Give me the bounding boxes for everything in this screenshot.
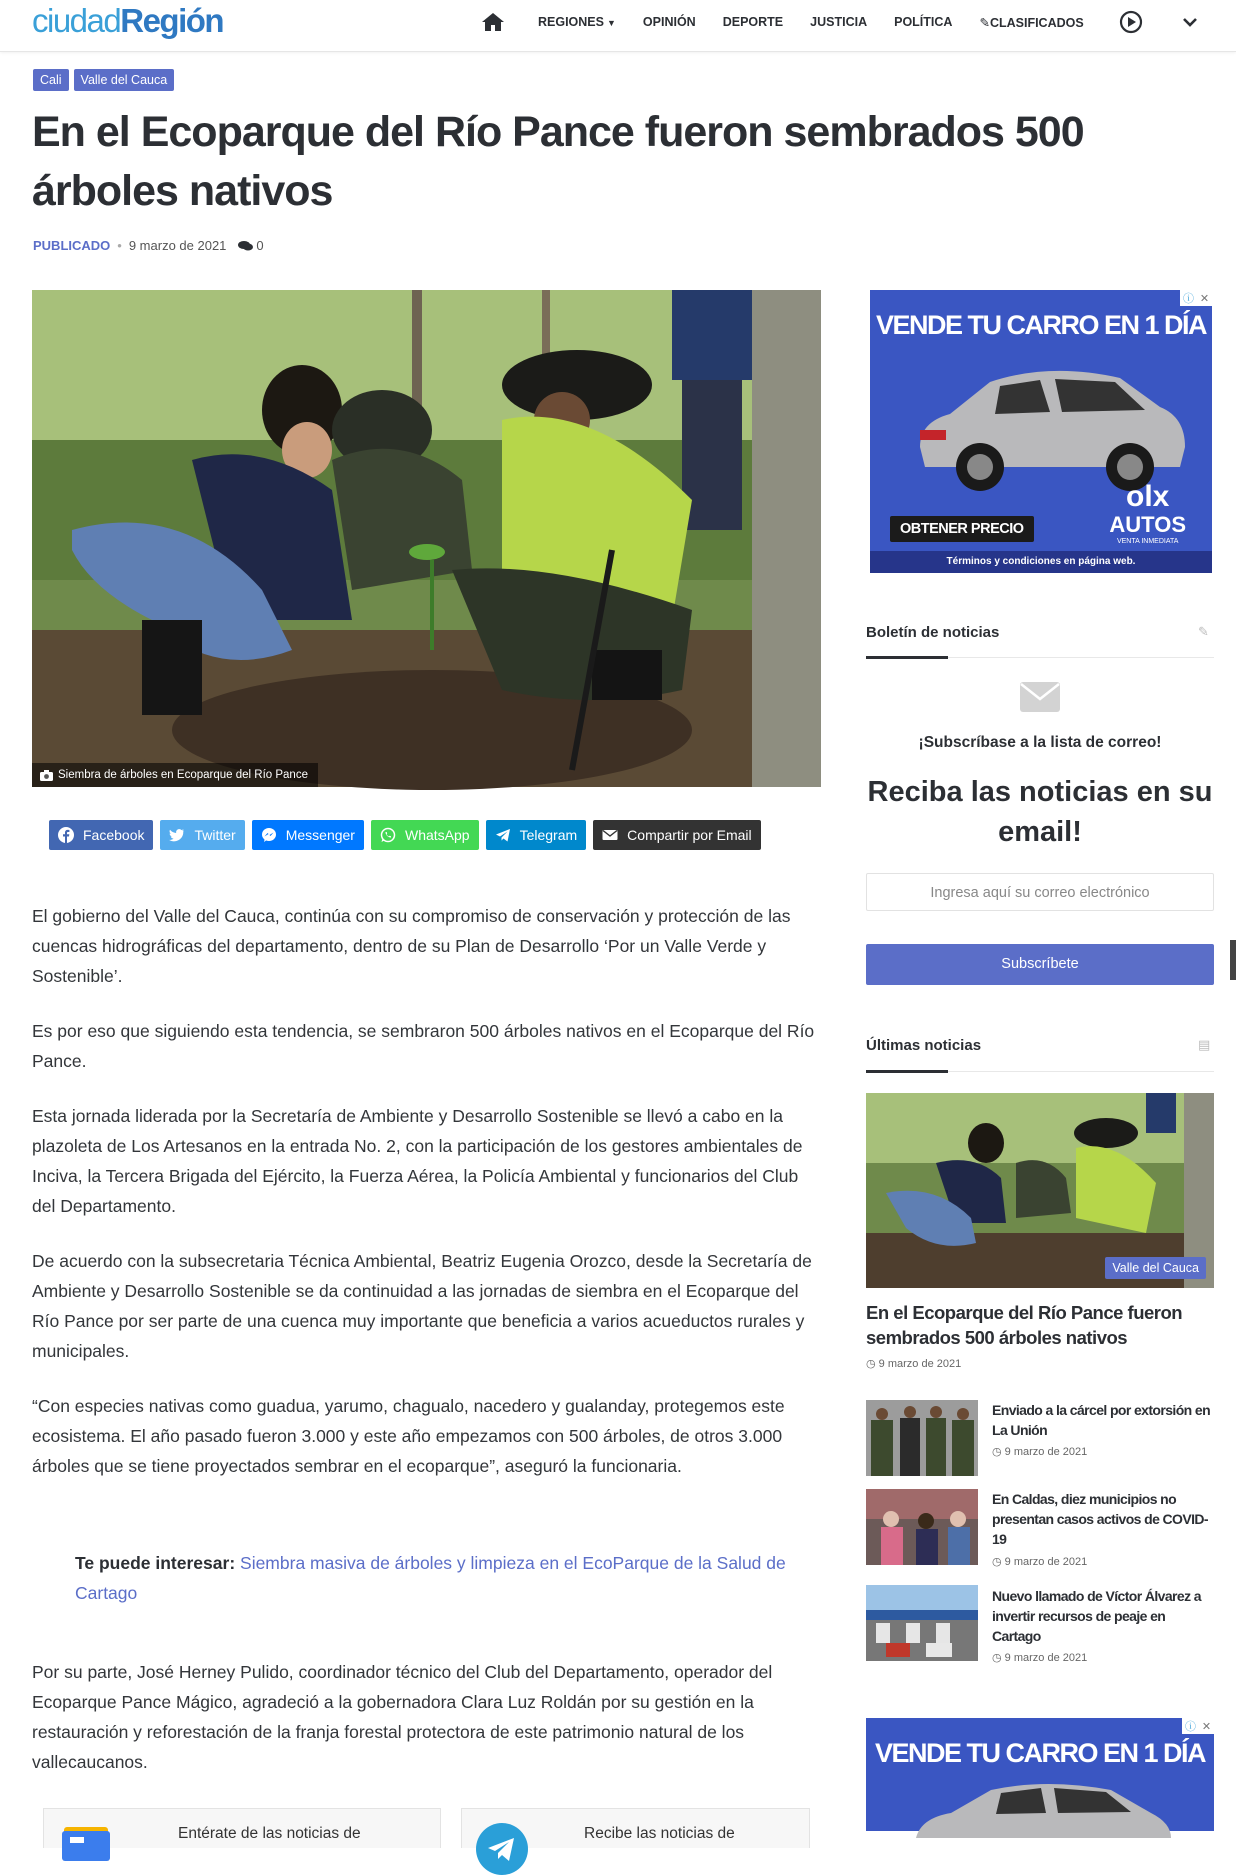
newsletter-subtitle: ¡Subscríbase a la lista de correo! bbox=[918, 734, 1162, 751]
sidebar-ad[interactable]: ⓘ ✕ VENDE TU CARRO EN 1 DÍA OBTENER PRECIO olx AUTOS VENTA INMEDIATA Términos y condiciones en página web. bbox=[870, 290, 1212, 573]
news-item-title[interactable]: En Caldas, diez municipios no presentan casos activos de COVID-19 bbox=[992, 1491, 1208, 1547]
article-paragraph: De acuerdo con la subsecretaria Técnica Ambiental, Beatriz Eugenia Orozco, desde la Secretaría de Ambiente y Desarrollo Sostenible se da continuidad a las jornadas de siembra en el Ecoparque del Río Pance por ser parte de una cuenca muy importante que beneficia a varios acueductos rurales y municipales. bbox=[32, 1251, 812, 1361]
caret-down-icon: ▼ bbox=[607, 18, 616, 28]
news-thumbnail[interactable] bbox=[866, 1489, 978, 1565]
category-badge[interactable]: Valle del Cauca bbox=[1105, 1257, 1206, 1279]
newsletter-email-input[interactable]: Ingresa aquí su correo electrónico bbox=[866, 873, 1214, 911]
site-header bbox=[0, 0, 1236, 52]
related-article bbox=[75, 1548, 795, 1608]
newsletter-headline: Reciba las noticias en su email! bbox=[867, 776, 1213, 848]
featured-news-title[interactable]: En el Ecoparque del Río Pance fueron sembrados 500 árboles nativos bbox=[866, 1302, 1183, 1348]
category-tag-valle[interactable]: Valle del Cauca bbox=[74, 69, 175, 91]
article-paragraph: Por su parte, José Herney Pulido, coordinador técnico del Club del Departamento, operador del Ecoparque Pance Mágico, agradeció a la gobernadora Clara Luz Roldán por su gestión en la restauración y reforestación de la franja forestal protectora de este patrimonio natural de los vallecaucanos. bbox=[32, 1662, 773, 1772]
car-image bbox=[900, 352, 1190, 492]
telegram-icon bbox=[495, 827, 511, 843]
camera-icon bbox=[40, 770, 53, 781]
published-label: PUBLICADO bbox=[33, 238, 111, 253]
article-image bbox=[32, 290, 821, 787]
article-meta: PUBLICADO • 9 marzo de 2021 0 bbox=[33, 238, 264, 253]
document-icon: ▤ bbox=[1198, 1037, 1211, 1052]
clock-icon: ◷ bbox=[992, 1652, 1005, 1664]
newsletter-widget-title: Boletín de noticias bbox=[866, 624, 1000, 641]
share-twitter-button[interactable]: Twitter bbox=[160, 820, 244, 850]
pin-icon: ✎ bbox=[979, 15, 990, 30]
share-whatsapp-button[interactable]: WhatsApp bbox=[371, 820, 479, 850]
news-item-date: ◷ 9 marzo de 2021 bbox=[992, 1446, 1088, 1458]
nav-item-opinion[interactable]: OPINIÓN bbox=[642, 15, 696, 29]
nav-item-clasificados[interactable]: ✎CLASIFICADOS bbox=[979, 15, 1084, 30]
news-thumbnail[interactable] bbox=[866, 1585, 978, 1661]
news-item-date: ◷ 9 marzo de 2021 bbox=[992, 1652, 1088, 1664]
latest-widget-title: Últimas noticias bbox=[866, 1037, 982, 1054]
adchoices-icon[interactable]: ⓘ ✕ bbox=[1180, 290, 1212, 306]
main-nav bbox=[478, 0, 1200, 44]
adchoices-icon[interactable]: ⓘ ✕ bbox=[1182, 1718, 1214, 1734]
sidebar-ad[interactable]: ⓘ ✕ VENDE TU CARRO EN 1 DÍA bbox=[866, 1718, 1214, 1831]
related-link[interactable]: Siembra masiva de árboles y limpieza en el EcoParque de la Salud de Cartago bbox=[75, 1553, 786, 1603]
featured-news-image[interactable] bbox=[866, 1093, 1214, 1288]
article-paragraph: El gobierno del Valle del Cauca, continúa con su compromiso de conservación y protección de las cuencas hidrográficas del departamento, dentro de su Plan de Desarrollo ‘Por un Valle Verde y Sostenible’. bbox=[32, 906, 791, 986]
image-caption: Siembra de árboles en Ecoparque del Río Pance bbox=[32, 763, 318, 787]
nav-item-justicia[interactable]: JUSTICIA bbox=[810, 15, 868, 29]
messenger-icon bbox=[261, 827, 277, 843]
telegram-icon bbox=[476, 1823, 528, 1875]
chevron-down-icon[interactable] bbox=[1180, 12, 1200, 32]
share-email-button[interactable]: Compartir por Email bbox=[593, 820, 760, 850]
news-item-date: ◷ 9 marzo de 2021 bbox=[992, 1556, 1088, 1568]
whatsapp-icon bbox=[380, 827, 396, 843]
car-image bbox=[906, 1778, 1176, 1838]
category-tags bbox=[33, 69, 174, 91]
comments-icon bbox=[238, 240, 253, 252]
email-icon bbox=[602, 827, 618, 843]
news-item-title[interactable]: Enviado a la cárcel por extorsión en La Unión bbox=[992, 1402, 1211, 1438]
pin-icon: ✎ bbox=[1198, 624, 1209, 639]
ad-cta-button[interactable]: OBTENER PRECIO bbox=[890, 516, 1034, 542]
share-telegram-button[interactable]: Telegram bbox=[486, 820, 587, 850]
clock-icon: ◷ bbox=[866, 1358, 879, 1370]
promo-telegram[interactable]: Recibe las noticias de bbox=[461, 1808, 810, 1848]
share-buttons bbox=[49, 820, 761, 850]
share-facebook-button[interactable]: Facebook bbox=[49, 820, 153, 850]
envelope-icon bbox=[1019, 681, 1061, 713]
facebook-icon bbox=[58, 827, 74, 843]
article-paragraph: “Con especies nativas como guadua, yarumo, chagualo, nacedero y gualanday, protegemos este ecosistema. El año pasado fueron 3.000 y este año empezamos con 500 árboles, de otros 3.000 árboles que se tiene proyectados sembrar en el ecoparque”, aseguró la funcionaria. bbox=[32, 1396, 785, 1476]
clock-icon: ◷ bbox=[992, 1446, 1005, 1458]
article-paragraph: Es por eso que siguiendo esta tendencia, se sembraron 500 árboles nativos en el Ecoparque del Río Pance. bbox=[32, 1021, 815, 1071]
article-date: 9 marzo de 2021 bbox=[128, 238, 227, 253]
promo-google-news[interactable]: Entérate de las noticias de bbox=[43, 1808, 441, 1848]
article-title: En el Ecoparque del Río Pance fueron sembrados 500 árboles nativos bbox=[32, 108, 1084, 215]
home-icon[interactable] bbox=[478, 7, 508, 37]
play-icon[interactable] bbox=[1118, 9, 1144, 35]
article-body bbox=[32, 901, 822, 1506]
news-item-title[interactable]: Nuevo llamado de Víctor Álvarez a invertir recursos de peaje en Cartago bbox=[992, 1588, 1201, 1644]
featured-news-date: ◷ 9 marzo de 2021 bbox=[866, 1358, 962, 1370]
site-logo[interactable]: ciudadRegión bbox=[32, 2, 224, 39]
olx-autos-logo: olx AUTOS VENTA INMEDIATA bbox=[1109, 480, 1186, 545]
nav-item-deporte[interactable]: DEPORTE bbox=[722, 15, 784, 29]
google-news-icon bbox=[60, 1823, 112, 1853]
category-tag-cali[interactable]: Cali bbox=[33, 69, 69, 91]
article-paragraph: Esta jornada liderada por la Secretaría de Ambiente y Desarrollo Sostenible se llevó a cabo en la plazoleta de Los Artesanos en la entrada No. 2, con la participación de los gestores ambientales de Inciva, la Tercera Brigada del Ejército, la Fuerza Aérea, la Policía Ambiental y funcionarios del Club del Departamento. bbox=[32, 1106, 803, 1216]
twitter-icon bbox=[169, 827, 185, 843]
share-messenger-button[interactable]: Messenger bbox=[252, 820, 364, 850]
nav-item-politica[interactable]: POLÍTICA bbox=[894, 15, 953, 29]
news-thumbnail[interactable] bbox=[866, 1400, 978, 1476]
tree-planting-photo bbox=[32, 290, 821, 787]
clock-icon: ◷ bbox=[992, 1556, 1005, 1568]
related-label: Te puede interesar: bbox=[75, 1553, 236, 1573]
comments-count[interactable]: 0 bbox=[238, 238, 263, 253]
newsletter-subscribe-button[interactable]: Subscríbete bbox=[866, 944, 1214, 985]
nav-item-regiones[interactable]: REGIONES ▼ bbox=[538, 15, 616, 29]
